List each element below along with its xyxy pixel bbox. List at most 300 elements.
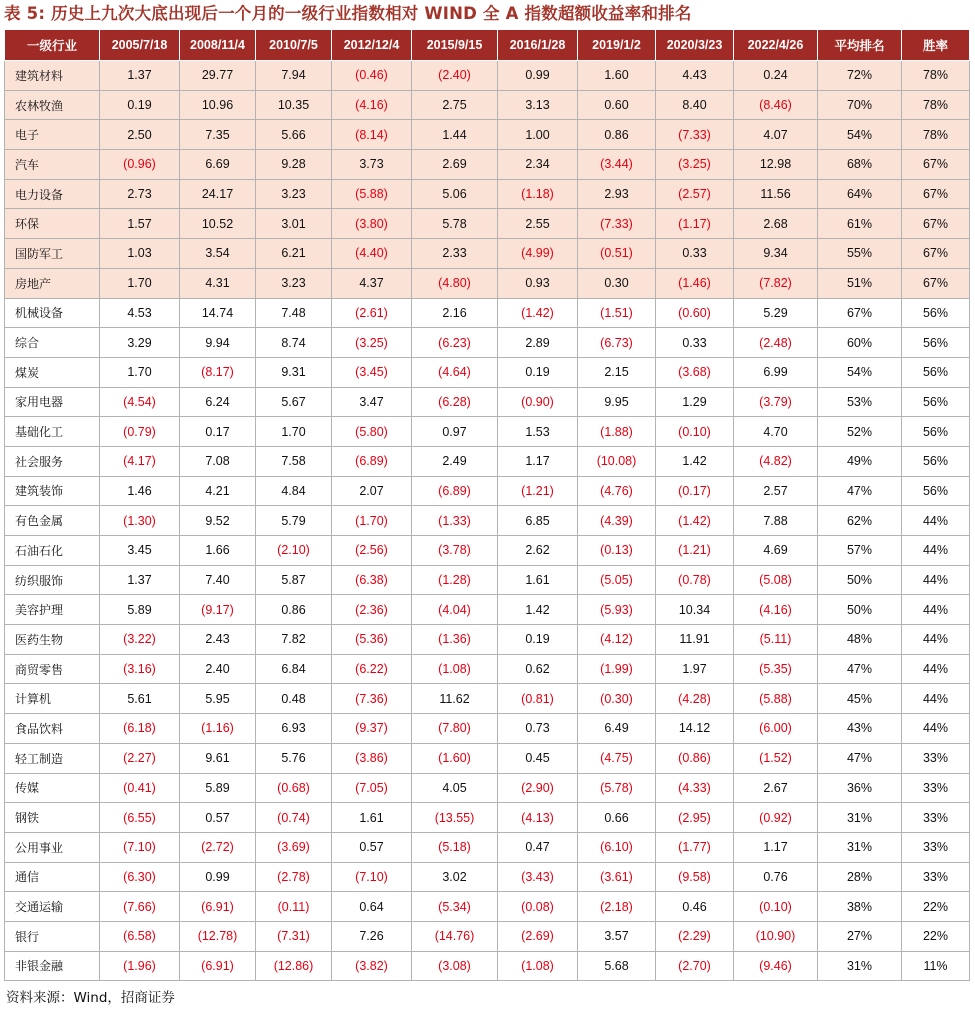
header-cell: 2020/3/23 [656,30,734,61]
table-cell: 10.34 [656,595,734,625]
table-cell: (8.46) [734,90,818,120]
table-header-row [5,30,970,61]
table-cell: (6.58) [100,921,180,951]
table-cell: 78% [902,120,970,150]
table-cell: 3.01 [256,209,332,239]
table-cell: (3.45) [332,357,412,387]
table-row [5,714,970,744]
table-cell: 44% [902,625,970,655]
industry-name: 汽车 [5,150,100,180]
table-cell: (7.10) [100,832,180,862]
table-cell: (2.95) [656,803,734,833]
table-cell: 4.07 [734,120,818,150]
table-cell: 2.67 [734,773,818,803]
table-cell: 7.08 [180,446,256,476]
table-cell: 5.89 [100,595,180,625]
industry-name: 轻工制造 [5,743,100,773]
table-cell: 5.67 [256,387,332,417]
table-cell: (1.08) [412,654,498,684]
industry-name: 农林牧渔 [5,90,100,120]
table-cell: 6.99 [734,357,818,387]
table-cell: (2.40) [412,61,498,91]
table-cell: (6.89) [332,446,412,476]
table-cell: (0.10) [656,417,734,447]
table-cell: 0.86 [578,120,656,150]
industry-name: 建筑装饰 [5,476,100,506]
industry-name: 电子 [5,120,100,150]
table-cell: (3.69) [256,832,332,862]
table-cell: (0.08) [498,892,578,922]
table-cell: (5.11) [734,625,818,655]
table-cell: (9.37) [332,714,412,744]
table-cell: 0.19 [498,625,578,655]
table-cell: 0.66 [578,803,656,833]
table-cell: 2.75 [412,90,498,120]
table-row [5,565,970,595]
table-cell: 52% [818,417,902,447]
table-cell: 2.50 [100,120,180,150]
table-cell: 3.54 [180,239,256,269]
table-cell: (0.51) [578,239,656,269]
table-cell: 1.46 [100,476,180,506]
table-cell: 60% [818,328,902,358]
table-cell: (2.72) [180,832,256,862]
table-cell: 2.68 [734,209,818,239]
table-cell: 11.62 [412,684,498,714]
table-cell: 7.94 [256,61,332,91]
table-cell: 29.77 [180,61,256,91]
header-cell: 2008/11/4 [180,30,256,61]
table-row [5,239,970,269]
table-cell: 1.70 [100,357,180,387]
table-cell: (1.70) [332,506,412,536]
table-cell: (1.46) [656,268,734,298]
table-cell: 3.02 [412,862,498,892]
industry-name: 通信 [5,862,100,892]
table-cell: (0.78) [656,565,734,595]
table-cell: 3.57 [578,921,656,951]
table-cell: (1.21) [498,476,578,506]
table-row [5,892,970,922]
table-cell: (6.28) [412,387,498,417]
table-cell: (0.74) [256,803,332,833]
table-cell: (2.69) [498,921,578,951]
industry-name: 建筑材料 [5,61,100,91]
table-cell: (6.89) [412,476,498,506]
header-cell: 2005/7/18 [100,30,180,61]
industry-name: 国防军工 [5,239,100,269]
table-cell: (2.18) [578,892,656,922]
table-cell: (1.42) [498,298,578,328]
table-cell: 55% [818,239,902,269]
industry-name: 交通运输 [5,892,100,922]
table-cell: 5.06 [412,179,498,209]
table-cell: 7.88 [734,506,818,536]
table-cell: (0.90) [498,387,578,417]
table-cell: (4.17) [100,446,180,476]
table-cell: 1.42 [656,446,734,476]
industry-name: 食品饮料 [5,714,100,744]
header-cell: 2010/7/5 [256,30,332,61]
table-cell: 4.37 [332,268,412,298]
table-cell: 47% [818,476,902,506]
table-cell: (10.90) [734,921,818,951]
table-cell: 6.21 [256,239,332,269]
table-row [5,357,970,387]
table-cell: 7.40 [180,565,256,595]
table-cell: 67% [818,298,902,328]
source-note: 资料来源：Wind，招商证券 [6,990,175,1006]
table-row [5,446,970,476]
industry-name: 银行 [5,921,100,951]
table-cell: (2.70) [656,951,734,981]
table-cell: (0.86) [656,743,734,773]
table-cell: 2.33 [412,239,498,269]
table-cell: 5.61 [100,684,180,714]
table-cell: 3.13 [498,90,578,120]
table-cell: (5.18) [412,832,498,862]
industry-name: 纺织服饰 [5,565,100,595]
table-cell: 33% [902,803,970,833]
table-cell: 1.17 [734,832,818,862]
table-cell: (1.77) [656,832,734,862]
table-cell: (5.08) [734,565,818,595]
table-cell: 68% [818,150,902,180]
table-cell: 2.62 [498,536,578,566]
table-cell: 6.85 [498,506,578,536]
table-cell: 0.99 [180,862,256,892]
table-row [5,506,970,536]
table-cell: 1.44 [412,120,498,150]
table-cell: 56% [902,328,970,358]
table-cell: (6.30) [100,862,180,892]
table-cell: (1.33) [412,506,498,536]
table-cell: 5.66 [256,120,332,150]
table-cell: 47% [818,654,902,684]
table-cell: 7.58 [256,446,332,476]
table-cell: 6.49 [578,714,656,744]
table-cell: (6.91) [180,892,256,922]
table-cell: (2.56) [332,536,412,566]
table-cell: 0.47 [498,832,578,862]
table-cell: 44% [902,565,970,595]
table-cell: (4.64) [412,357,498,387]
table-cell: 4.53 [100,298,180,328]
table-cell: (4.80) [412,268,498,298]
table-cell: 11.56 [734,179,818,209]
table-cell: 56% [902,446,970,476]
table-cell: (5.35) [734,654,818,684]
table-cell: (3.79) [734,387,818,417]
table-cell: 0.19 [100,90,180,120]
table-cell: (3.08) [412,951,498,981]
table-row [5,536,970,566]
industry-name: 煤炭 [5,357,100,387]
industry-name: 商贸零售 [5,654,100,684]
table-cell: 0.86 [256,595,332,625]
table-cell: (1.08) [498,951,578,981]
header-cell: 2015/9/15 [412,30,498,61]
table-cell: (7.33) [578,209,656,239]
table-cell: (4.76) [578,476,656,506]
table-cell: 47% [818,743,902,773]
table-cell: 5.79 [256,506,332,536]
table-cell: (2.27) [100,743,180,773]
table-cell: (3.43) [498,862,578,892]
header-cell: 2012/12/4 [332,30,412,61]
table-cell: 2.73 [100,179,180,209]
table-cell: 9.31 [256,357,332,387]
table-cell: (0.92) [734,803,818,833]
table-row [5,595,970,625]
table-cell: 2.15 [578,357,656,387]
table-cell: 31% [818,832,902,862]
table-cell: (6.73) [578,328,656,358]
table-cell: 9.61 [180,743,256,773]
table-cell: 2.43 [180,625,256,655]
table-cell: 2.49 [412,446,498,476]
table-cell: 56% [902,476,970,506]
table-cell: (4.39) [578,506,656,536]
table-cell: 0.99 [498,61,578,91]
table-cell: (4.82) [734,446,818,476]
table-cell: 0.60 [578,90,656,120]
table-cell: (7.31) [256,921,332,951]
table-cell: 0.33 [656,239,734,269]
table-cell: 11.91 [656,625,734,655]
table-cell: 3.47 [332,387,412,417]
table-row [5,209,970,239]
table-cell: 48% [818,625,902,655]
table-cell: (6.10) [578,832,656,862]
table-cell: (1.17) [656,209,734,239]
table-row [5,90,970,120]
table-cell: 1.29 [656,387,734,417]
table-cell: (2.90) [498,773,578,803]
table-cell: (0.96) [100,150,180,180]
industry-name: 综合 [5,328,100,358]
table-cell: 33% [902,862,970,892]
table-cell: 51% [818,268,902,298]
table-cell: 7.26 [332,921,412,951]
table-cell: (4.16) [734,595,818,625]
table-cell: 0.93 [498,268,578,298]
table-row [5,773,970,803]
table-cell: (4.28) [656,684,734,714]
table-cell: 1.57 [100,209,180,239]
header-cell: 平均排名 [818,30,902,61]
table-row [5,387,970,417]
table-cell: 0.24 [734,61,818,91]
table-cell: 2.07 [332,476,412,506]
table-cell: 2.89 [498,328,578,358]
table-cell: 5.87 [256,565,332,595]
table-cell: 9.28 [256,150,332,180]
table-cell: (1.36) [412,625,498,655]
table-cell: (1.28) [412,565,498,595]
industry-name: 有色金属 [5,506,100,536]
table-cell: (3.78) [412,536,498,566]
table-cell: 33% [902,743,970,773]
data-table [4,29,970,981]
table-cell: (7.82) [734,268,818,298]
table-cell: (1.88) [578,417,656,447]
table-cell: (4.12) [578,625,656,655]
table-cell: (1.96) [100,951,180,981]
table-cell: (3.86) [332,743,412,773]
table-row [5,862,970,892]
table-cell: (0.46) [332,61,412,91]
table-cell: 56% [902,387,970,417]
table-cell: 2.55 [498,209,578,239]
table-cell: (3.22) [100,625,180,655]
table-cell: (2.57) [656,179,734,209]
table-cell: (9.46) [734,951,818,981]
table-cell: 54% [818,120,902,150]
header-cell: 2019/1/2 [578,30,656,61]
table-row [5,654,970,684]
table-row [5,803,970,833]
table-cell: (12.86) [256,951,332,981]
table-cell: 7.35 [180,120,256,150]
table-cell: 0.48 [256,684,332,714]
table-cell: 56% [902,357,970,387]
table-cell: 9.95 [578,387,656,417]
industry-name: 非银金融 [5,951,100,981]
table-cell: 53% [818,387,902,417]
table-row [5,625,970,655]
table-cell: 1.60 [578,61,656,91]
table-cell: (5.36) [332,625,412,655]
table-row [5,268,970,298]
table-row [5,298,970,328]
table-cell: 6.84 [256,654,332,684]
table-cell: 54% [818,357,902,387]
table-cell: (6.38) [332,565,412,595]
table-cell: 61% [818,209,902,239]
table-cell: 1.37 [100,61,180,91]
table-cell: 27% [818,921,902,951]
table-cell: 31% [818,803,902,833]
table-cell: 67% [902,150,970,180]
table-cell: (7.80) [412,714,498,744]
table-cell: (5.05) [578,565,656,595]
table-cell: 67% [902,209,970,239]
table-cell: (7.33) [656,120,734,150]
industry-name: 机械设备 [5,298,100,328]
table-cell: 6.69 [180,150,256,180]
industry-name: 美容护理 [5,595,100,625]
table-cell: (9.58) [656,862,734,892]
table-cell: (0.68) [256,773,332,803]
table-cell: (4.04) [412,595,498,625]
table-cell: 1.61 [498,565,578,595]
table-row [5,743,970,773]
table-cell: (9.17) [180,595,256,625]
table-cell: 10.96 [180,90,256,120]
table-row [5,417,970,447]
table-cell: 64% [818,179,902,209]
table-cell: 22% [902,892,970,922]
table-cell: 3.73 [332,150,412,180]
industry-name: 钢铁 [5,803,100,833]
table-cell: (3.68) [656,357,734,387]
table-cell: (1.52) [734,743,818,773]
table-cell: 1.70 [256,417,332,447]
table-row [5,951,970,981]
table-cell: 8.74 [256,328,332,358]
table-cell: 3.23 [256,268,332,298]
industry-name: 公用事业 [5,832,100,862]
table-cell: 57% [818,536,902,566]
table-cell: 33% [902,832,970,862]
table-cell: (3.16) [100,654,180,684]
table-row [5,120,970,150]
table-cell: 67% [902,268,970,298]
table-cell: 3.45 [100,536,180,566]
table-cell: 0.57 [180,803,256,833]
header-cell: 胜率 [902,30,970,61]
table-cell: (6.00) [734,714,818,744]
table-cell: (4.54) [100,387,180,417]
table-cell: (1.60) [412,743,498,773]
industry-name: 传媒 [5,773,100,803]
table-cell: (3.82) [332,951,412,981]
table-cell: 1.97 [656,654,734,684]
table-cell: (7.05) [332,773,412,803]
table-cell: (1.16) [180,714,256,744]
table-cell: 44% [902,684,970,714]
table-cell: (7.66) [100,892,180,922]
table-cell: 10.35 [256,90,332,120]
table-cell: 4.05 [412,773,498,803]
table-cell: 0.76 [734,862,818,892]
table-cell: (3.25) [332,328,412,358]
table-cell: (4.33) [656,773,734,803]
table-cell: 0.62 [498,654,578,684]
table-cell: 9.52 [180,506,256,536]
table-row [5,150,970,180]
table-cell: (2.36) [332,595,412,625]
table-cell: (0.11) [256,892,332,922]
table-cell: (2.10) [256,536,332,566]
table-cell: (0.41) [100,773,180,803]
table-cell: (0.60) [656,298,734,328]
table-cell: 3.23 [256,179,332,209]
table-cell: 22% [902,921,970,951]
table-cell: (4.75) [578,743,656,773]
table-cell: (8.14) [332,120,412,150]
table-cell: 5.68 [578,951,656,981]
industry-name: 基础化工 [5,417,100,447]
table-cell: 2.16 [412,298,498,328]
industry-name: 计算机 [5,684,100,714]
table-cell: 2.40 [180,654,256,684]
table-cell: 9.34 [734,239,818,269]
industry-name: 家用电器 [5,387,100,417]
table-cell: 4.31 [180,268,256,298]
table-cell: 36% [818,773,902,803]
table-row [5,179,970,209]
table-cell: 1.53 [498,417,578,447]
table-cell: 4.21 [180,476,256,506]
table-cell: (14.76) [412,921,498,951]
table-cell: 44% [902,595,970,625]
table-cell: (6.18) [100,714,180,744]
table-cell: 4.70 [734,417,818,447]
table-cell: (2.78) [256,862,332,892]
table-cell: 9.94 [180,328,256,358]
